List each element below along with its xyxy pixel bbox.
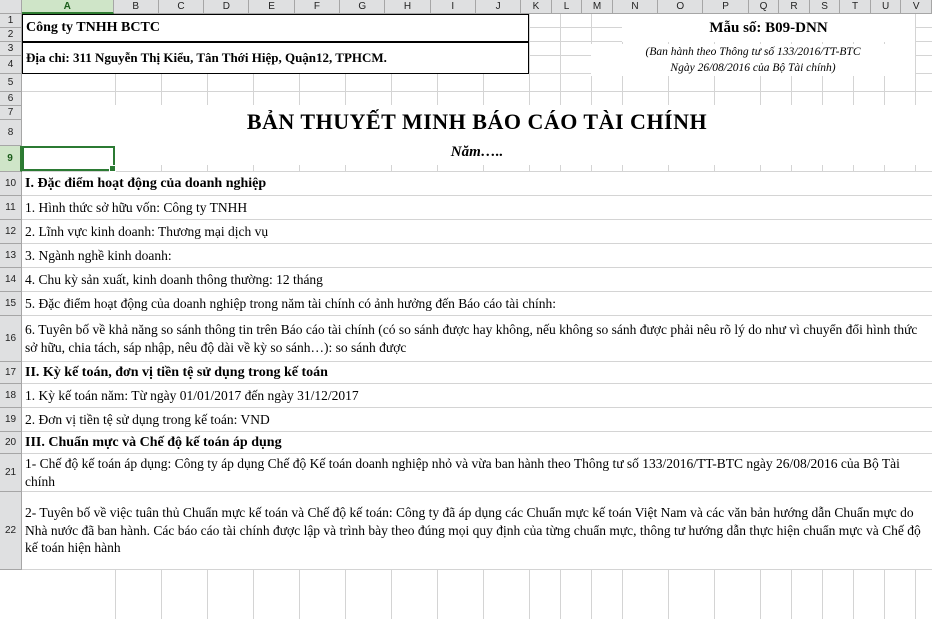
column-header-B[interactable]: B — [114, 0, 159, 14]
column-header-C[interactable]: C — [159, 0, 204, 14]
item-2-2-cell[interactable]: 2. Đơn vị tiền tệ sử dụng trong kế toán: VND — [22, 408, 932, 431]
section-3-title-cell[interactable]: III. Chuẩn mực và Chế độ kế toán áp dụng — [22, 432, 932, 453]
row-header-5[interactable]: 5 — [0, 74, 22, 92]
item-3-1-cell[interactable]: 1- Chế độ kế toán áp dụng: Công ty áp dụng Chế độ Kế toán doanh nghiệp nhỏ và vừa ban hành theo Thông tư số 133/2016/TT-BTC ngày 26/08/2016 của Bộ Tài chính — [22, 454, 924, 491]
company-name-cell[interactable]: Công ty TNHH BCTC — [22, 14, 529, 42]
item-1-2-cell[interactable]: 2. Lĩnh vực kinh doanh: Thương mại dịch vụ — [22, 220, 932, 243]
cell-selection-A9[interactable] — [22, 146, 115, 171]
select-all-corner[interactable] — [0, 0, 22, 14]
document-year-cell[interactable]: Năm….. — [22, 139, 932, 165]
item-1-1-cell[interactable]: 1. Hình thức sở hữu vốn: Công ty TNHH — [22, 196, 932, 219]
item-1-4-cell[interactable]: 4. Chu kỳ sản xuất, kinh doanh thông thường: 12 tháng — [22, 268, 932, 291]
row-header-strip[interactable] — [0, 14, 22, 570]
column-header-J[interactable]: J — [476, 0, 521, 14]
item-1-5-cell[interactable]: 5. Đặc điểm hoạt động của doanh nghiệp trong năm tài chính có ảnh hưởng đến Báo cáo tài chính: — [22, 292, 932, 315]
row-header-16[interactable]: 16 — [0, 316, 22, 362]
row-header-11[interactable]: 11 — [0, 196, 22, 220]
row-header-12[interactable]: 12 — [0, 220, 22, 244]
column-header-U[interactable]: U — [871, 0, 902, 14]
form-issue-line1-cell[interactable]: (Ban hành theo Thông tư số 133/2016/TT-BTC — [591, 44, 915, 60]
column-header-D[interactable]: D — [204, 0, 249, 14]
column-header-L[interactable]: L — [552, 0, 583, 14]
row-header-9[interactable]: 9 — [0, 146, 22, 172]
column-header-O[interactable]: O — [658, 0, 703, 14]
column-header-H[interactable]: H — [385, 0, 430, 14]
form-code-cell[interactable]: Mẫu số: B09-DNN — [622, 14, 915, 42]
row-header-20[interactable]: 20 — [0, 432, 22, 454]
column-header-I[interactable]: I — [431, 0, 476, 14]
column-header-S[interactable]: S — [810, 0, 841, 14]
column-header-F[interactable]: F — [295, 0, 340, 14]
column-header-T[interactable]: T — [840, 0, 871, 14]
row-header-14[interactable]: 14 — [0, 268, 22, 292]
column-header-K[interactable]: K — [521, 0, 552, 14]
column-header-strip[interactable] — [0, 0, 932, 14]
column-header-M[interactable]: M — [582, 0, 613, 14]
grid-area[interactable] — [22, 14, 932, 619]
row-header-21[interactable]: 21 — [0, 454, 22, 492]
section-1-title-cell[interactable]: I. Đặc điểm hoạt động của doanh nghiệp — [22, 172, 932, 195]
row-header-10[interactable]: 10 — [0, 172, 22, 196]
column-header-V[interactable]: V — [901, 0, 932, 14]
item-1-6-cell[interactable]: 6. Tuyên bố về khả năng so sánh thông tin trên Báo cáo tài chính (có so sánh được hay không, nếu không so sánh được phải nêu rõ lý do như vì chuyển đổi hình thức sở hữu, chia tách, sáp nhập, nêu độ dài về kỳ so sánh…): so sánh được — [22, 316, 924, 361]
row-header-6[interactable]: 6 — [0, 92, 22, 106]
column-header-P[interactable]: P — [703, 0, 748, 14]
column-header-Q[interactable]: Q — [749, 0, 780, 14]
row-header-2[interactable]: 2 — [0, 28, 22, 42]
column-header-A[interactable]: A — [22, 0, 114, 14]
row-header-18[interactable]: 18 — [0, 384, 22, 408]
row-header-1[interactable]: 1 — [0, 14, 22, 28]
column-header-N[interactable]: N — [613, 0, 658, 14]
row-header-4[interactable]: 4 — [0, 56, 22, 74]
row-header-3[interactable]: 3 — [0, 42, 22, 56]
form-issue-line2-cell[interactable]: Ngày 26/08/2016 của Bộ Tài chính) — [591, 60, 915, 76]
column-header-G[interactable]: G — [340, 0, 385, 14]
column-header-R[interactable]: R — [779, 0, 810, 14]
section-2-title-cell[interactable]: II. Kỳ kế toán, đơn vị tiền tệ sử dụng trong kế toán — [22, 362, 932, 383]
company-address-cell[interactable]: Địa chỉ: 311 Nguyễn Thị Kiểu, Tân Thới Hiệp, Quận12, TPHCM. — [22, 42, 529, 74]
row-header-8[interactable]: 8 — [0, 120, 22, 146]
document-title-cell[interactable]: BẢN THUYẾT MINH BÁO CÁO TÀI CHÍNH — [22, 105, 932, 139]
row-header-15[interactable]: 15 — [0, 292, 22, 316]
item-3-2-cell[interactable]: 2- Tuyên bố về việc tuân thủ Chuẩn mực kế toán và Chế độ kế toán: Công ty đã áp dụng các Chuẩn mực kế toán Việt Nam và các văn bản hướng dẫn Chuẩn mực do Nhà nước đã ban hành. Các báo cáo tài chính được lập và trình bày theo đúng mọi quy định của từng chuẩn mực, thông tư hướng dẫn thực hiện chuẩn mực và Chế độ kế toán hiện hành — [22, 492, 924, 569]
row-header-7[interactable]: 7 — [0, 106, 22, 120]
row-header-17[interactable]: 17 — [0, 362, 22, 384]
row-header-19[interactable]: 19 — [0, 408, 22, 432]
item-1-3-cell[interactable]: 3. Ngành nghề kinh doanh: — [22, 244, 932, 267]
item-2-1-cell[interactable]: 1. Kỳ kế toán năm: Từ ngày 01/01/2017 đến ngày 31/12/2017 — [22, 384, 932, 407]
row-header-22[interactable]: 22 — [0, 492, 22, 570]
row-header-13[interactable]: 13 — [0, 244, 22, 268]
column-header-E[interactable]: E — [249, 0, 294, 14]
